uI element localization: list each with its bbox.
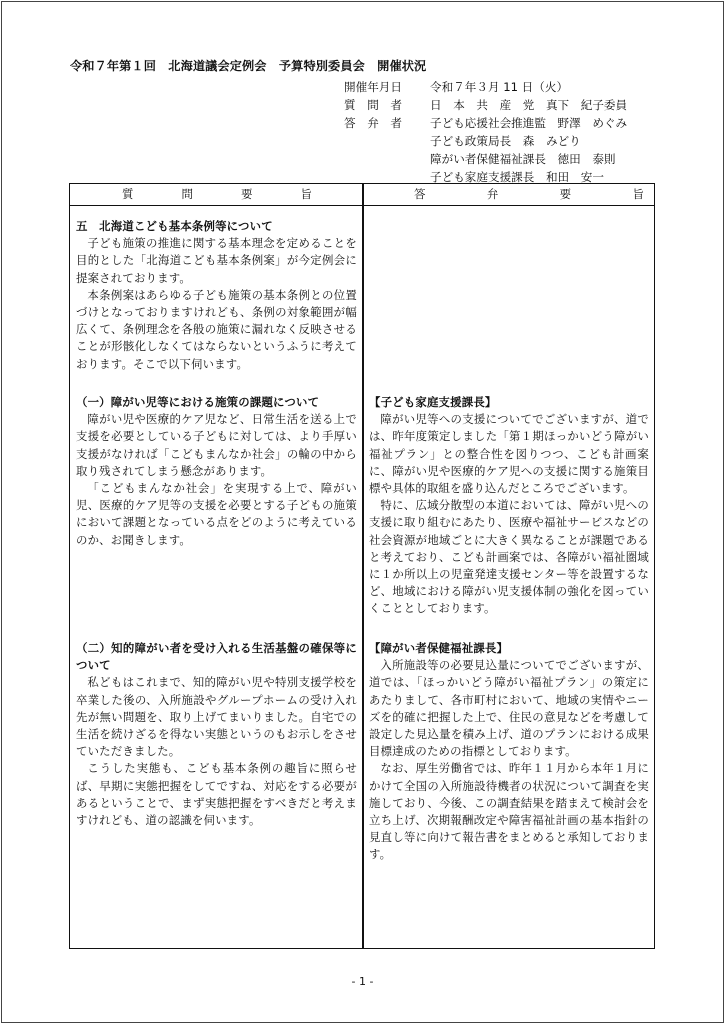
question-section-1 xyxy=(76,218,357,373)
meta-answerer-3: 障がい者保健福祉課長 徳田 泰則 xyxy=(430,152,616,166)
meta-date-value: 令和７年３月 11 日（火） xyxy=(430,80,569,94)
meta-answerer-row xyxy=(344,114,627,132)
question-section-2 xyxy=(76,394,357,549)
column-divider xyxy=(362,184,364,948)
question-column-header: 質 問 要 旨 xyxy=(122,187,312,201)
question-paragraph: 障がい児や医療的ケア児など、日常生活を送る上で支援を必要としている子どもに対しては、より手厚い支援がなければ「こどもまんなか社会」の輪の中から取り残されてしまう懸念があります。 xyxy=(76,412,357,478)
question-paragraph: 子ども施策の推進に関する基本理念を定めることを目的とした「北海道こども基本条例案」が今定例会に提案されております。 xyxy=(76,236,357,285)
page-number: - 1 - xyxy=(351,975,374,988)
meta-answerer-label: 答 弁 者 xyxy=(344,116,402,130)
answer-paragraph: 入所施設等の必要見込量についてでございますが、道では、「ほっかいどう障がい福祉プラン」の策定にあたりまして、各市町村において、地域の実情やニーズを的確に把握した上で、住民の意見などを考慮して設定した見込量を積み上げ、道のプランにおける成果目標達成のための指標としております。 xyxy=(369,658,649,759)
answer-paragraph: なお、厚生労働省では、昨年１１月から本年１月にかけて全国の入所施設待機者の状況について調査を実施しており、今後、この調査結果を踏まえて検討会を立ち上げ、次期報酬改定や障害福祉計画の基本指針の見直し等に向けて報告書をまとめると承知しております。 xyxy=(369,761,649,862)
answer-heading-2: 【障がい者保健福祉課長】 xyxy=(369,641,509,655)
answer-section-2 xyxy=(369,640,649,864)
meeting-meta xyxy=(344,78,627,186)
meta-questioner-row xyxy=(344,96,627,114)
meta-answerer-row-3 xyxy=(344,150,627,168)
meta-date-row xyxy=(344,78,627,96)
answer-paragraph: 特に、広域分散型の本道においては、障がい児への支援に取り組むにあたり、医療や福祉サービスなどの社会資源が地域ごとに大きく異なることが課題であると考えており、こども計画案では、各障がい福祉圏域に１か所以上の児童発達支援センター等を設置するなど、地域における障がい児支援体制の強化を図っていくこととしております。 xyxy=(369,498,649,616)
answer-column-header: 答 弁 要 旨 xyxy=(414,187,644,201)
answer-heading-1: 【子ども家庭支援課長】 xyxy=(369,395,497,409)
meta-answerer-2: 子ども政策局長 森 みどり xyxy=(430,134,581,148)
answer-paragraph: 障がい児等への支援についてでございますが、道では、昨年度策定しました「第１期ほっかいどう障がい福祉プラン」との整合性を図りつつ、こども計画案に、障がい児や医療的ケア児への支援に関する施策目標や具体的取組を盛り込んだところでございます。 xyxy=(369,412,649,496)
question-paragraph: 私どもはこれまで、知的障がい児や特別支援学校を卒業した後の、入所施設やグループホームの受け入れ先が無い問題を、取り上げてまいりました。自宅での生活を続けざるを得ない実態というのもお示しをさせていただきました。 xyxy=(76,675,357,759)
question-section-3 xyxy=(76,640,357,829)
meta-answerer-1: 子ども応援社会推進監 野澤 めぐみ xyxy=(430,116,628,130)
document-title: 令和７年第１回 北海道議会定例会 予算特別委員会 開催状況 xyxy=(70,59,427,73)
meta-questioner-value: 日 本 共 産 党 真下 紀子委員 xyxy=(430,98,628,112)
question-heading-3: （二）知的障がい者を受け入れる生活基盤の確保等について xyxy=(76,641,357,673)
question-heading-2: （一）障がい児等における施策の課題について xyxy=(76,395,320,409)
question-paragraph: 「こどもまんなか社会」を実現する上で、障がい児、医療的ケア児等の支援を必要とする子どもの施策において課題となっている点をどのように考えているのか、お聞きします。 xyxy=(76,481,357,547)
question-heading-1: 五 北海道こども基本条例等について xyxy=(76,219,273,233)
meta-answerer-row-2 xyxy=(344,132,627,150)
meta-questioner-label: 質 問 者 xyxy=(344,98,402,112)
meta-date-label: 開催年月日 xyxy=(344,80,402,94)
answer-section-1 xyxy=(369,394,649,618)
question-paragraph: こうした実態も、こども基本条例の趣旨に照らせば、早期に実態把握をしてですね、対応をする必要があるということで、まず実態把握をすべきだと考えますけれども、道の認識を伺います。 xyxy=(76,761,357,828)
meta-answerer-4: 子ども家庭支援課長 和田 安一 xyxy=(430,170,604,184)
question-paragraph: 本条例案はあらゆる子ども施策の基本条例との位置づけとなっておりますけれども、条例の対象範囲が幅広くて、条例理念を各般の施策に漏れなく反映させることが形骸化しなくてはならないというふうに考えております。そこで以下伺います。 xyxy=(76,287,357,371)
